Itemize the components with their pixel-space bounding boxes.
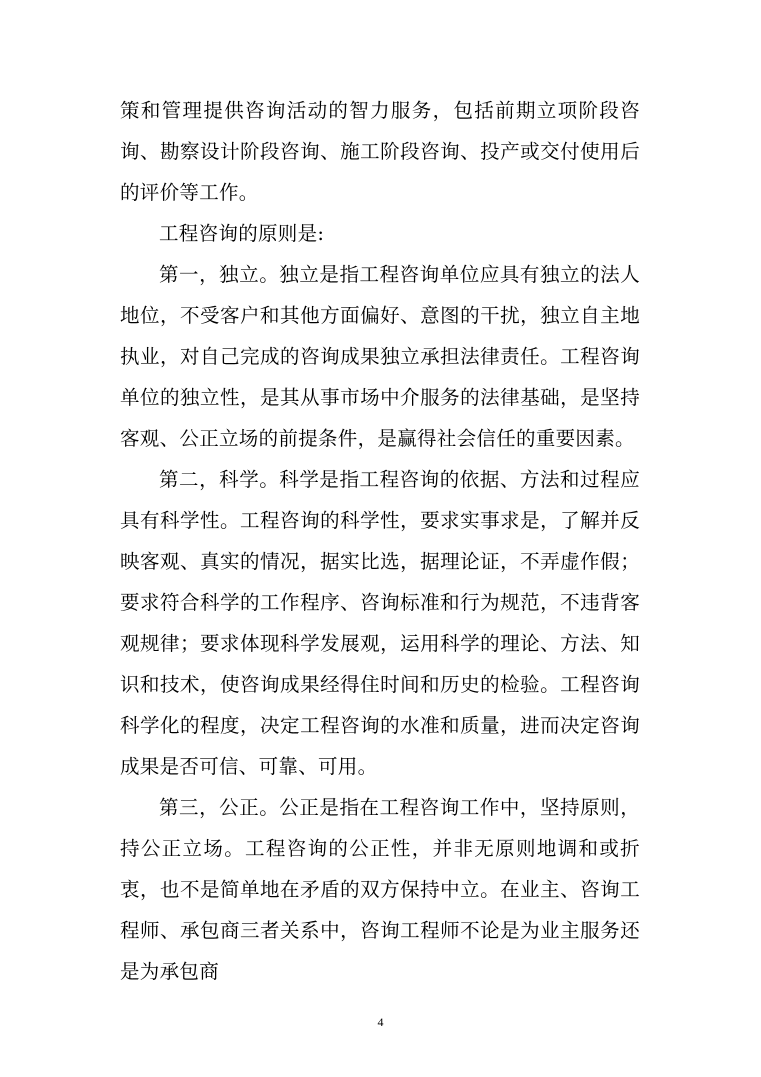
paragraph-principles-intro: 工程咨询的原则是: — [159, 222, 325, 245]
body-text — [120, 90, 640, 992]
paragraph-continuation: 策和管理提供咨询活动的智力服务，包括前期立项阶段咨询、勘察设计阶段咨询、施工阶段咨询、投产或交付使用后的评价等工作。 — [120, 99, 640, 204]
paragraph-independence: 第一，独立。独立是指工程咨询单位应具有独立的法人地位，不受客户和其他方面偏好、意图的干扰，独立自主地执业，对自己完成的咨询成果独立承担法律责任。工程咨询单位的独立性，是其从事市场中介服务的法律基础，是坚持客观、公正立场的前提条件，是赢得社会信任的重要因素。 — [120, 263, 640, 450]
paragraph-science: 第二，科学。科学是指工程咨询的依据、方法和过程应具有科学性。工程咨询的科学性，要求实事求是，了解并反映客观、真实的情况，据实比选，据理论证，不弄虚作假；要求符合科学的工作程序、咨询标准和行为规范，不违背客观规律；要求体现科学发展观，运用科学的理论、方法、知识和技术，使咨询成果经得住时间和历史的检验。工程咨询科学化的程度，决定工程咨询的水准和质量，进而决定咨询成果是否可信、可靠、可用。 — [120, 468, 640, 778]
page-number: 4 — [377, 1015, 384, 1029]
paragraph-fairness: 第三，公正。公正是指在工程咨询工作中，坚持原则，持公正立场。工程咨询的公正性，并非无原则地调和或折衷，也不是简单地在矛盾的双方保持中立。在业主、咨询工程师、承包商三者关系中，咨询工程师不论是为业主服务还是为承包商 — [120, 796, 640, 983]
